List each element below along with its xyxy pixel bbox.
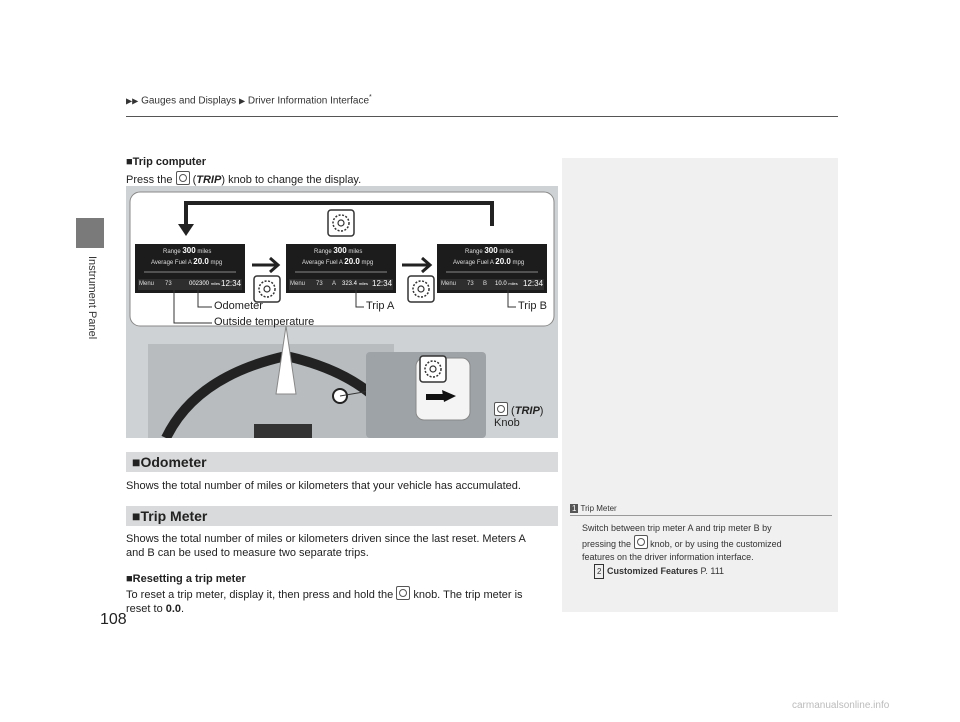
square-bullet-icon: ■ xyxy=(132,508,141,524)
knob-icon xyxy=(396,586,410,600)
callout-outside-temperature: Outside temperature xyxy=(214,316,315,328)
square-bullet-icon: ■ xyxy=(126,573,133,585)
square-bullet-icon: ■ xyxy=(126,156,133,168)
knob-icon-arrow-2 xyxy=(408,276,434,302)
reference-link: Customized Features xyxy=(606,566,698,576)
breadcrumb-part-1[interactable]: Gauges and Displays xyxy=(141,95,237,107)
section-tab-marker xyxy=(76,218,104,248)
callout-trip-a: Trip A xyxy=(366,300,395,312)
breadcrumb-part-2[interactable]: Driver Information Interface xyxy=(247,95,370,107)
reset-heading: ■Resetting a trip meter xyxy=(126,573,246,585)
breadcrumb-asterisk: * xyxy=(369,94,372,101)
watermark: carmanualsonline.info xyxy=(792,700,890,711)
knob-stalk xyxy=(426,394,444,400)
reference-page: P. 111 xyxy=(700,566,725,576)
breadcrumb-arrow-icon: ▶ xyxy=(238,96,246,106)
note-title: Trip Meter xyxy=(580,504,617,513)
breadcrumb xyxy=(126,94,372,106)
knob-icon xyxy=(494,402,508,416)
callout-trip-b: Trip B xyxy=(518,300,547,312)
page-number: 108 xyxy=(100,611,127,628)
knob-icon-top xyxy=(328,210,354,236)
callout-trip-knob: (TRIP) xyxy=(494,402,543,417)
trip-computer-figure xyxy=(126,186,558,438)
odometer-heading: Odometer xyxy=(140,454,207,470)
breadcrumb-arrow-icon: ▶▶ xyxy=(126,96,139,106)
note-body: Switch between trip meter A and trip meter B by pressing the knob, or by using the customized features on the driver information interface. 2 Customized Features P. 111 xyxy=(582,522,826,579)
display-trip-b-text: Range 300 miles Average Fuel A 20.0 mpg Menu 73 B 10.0 miles 12:34 xyxy=(441,246,544,288)
note-reference[interactable] xyxy=(582,564,826,579)
trip-meter-heading-bar xyxy=(126,506,558,526)
trip-meter-heading: Trip Meter xyxy=(140,508,208,524)
knob-icon-arrow-1 xyxy=(254,276,280,302)
callout-odometer: Odometer xyxy=(214,300,263,312)
steering-hub xyxy=(254,424,312,438)
callout-knob: Knob xyxy=(494,417,520,429)
figure-svg xyxy=(126,186,558,438)
section-tab-label: Instrument Panel xyxy=(86,256,98,340)
knob-icon-closeup xyxy=(420,356,446,382)
trip-computer-instruction: Press the (TRIP) knob to change the display. xyxy=(126,171,361,187)
display-trip-a-text: Range 300 miles Average Fuel A 20.0 mpg Menu 73 A 323.4 miles 12:34 xyxy=(290,246,393,288)
reset-instruction: To reset a trip meter, display it, then press and hold the knob. The trip meter is reset to 0.0. xyxy=(126,586,558,616)
note-number: 1 xyxy=(572,504,577,513)
trip-meter-description: Shows the total number of miles or kilometers driven since the last reset. Meters A and B can be used to measure two separate trips. xyxy=(126,533,526,559)
display-odometer-text: Range 300 miles Average Fuel A 20.0 mpg Menu 73 002300 miles 12:34 xyxy=(139,246,242,288)
reference-icon: 2 xyxy=(594,564,604,579)
trip-computer-heading: ■Trip computer xyxy=(126,156,206,168)
note-heading xyxy=(570,504,832,516)
header-rule xyxy=(126,116,838,117)
odometer-heading-bar xyxy=(126,452,558,472)
square-bullet-icon: ■ xyxy=(132,454,141,470)
odometer-description: Shows the total number of miles or kilometers that your vehicle has accumulated. xyxy=(126,480,521,492)
knob-icon xyxy=(634,535,648,549)
knob-icon xyxy=(176,171,190,185)
